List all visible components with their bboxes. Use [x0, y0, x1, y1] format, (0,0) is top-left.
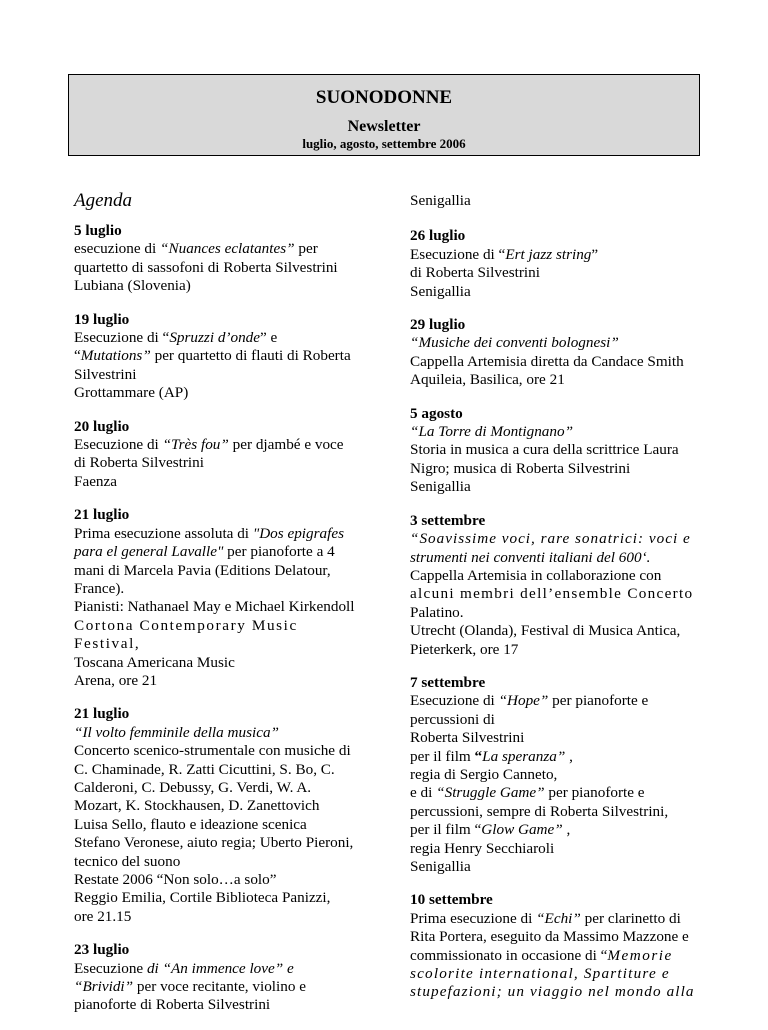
entry-line: di Roberta Silvestrini	[410, 264, 540, 282]
entry-line: Restate 2006 “Non solo…a solo”	[74, 871, 277, 888]
entry-line: quartetto di sassofoni di Roberta Silvestrini	[74, 258, 338, 276]
entry-line: Silvestrini	[74, 365, 137, 383]
agenda-entry	[410, 316, 698, 390]
entry-line: tecnico del suono	[74, 852, 181, 870]
entry-line: Senigallia	[410, 858, 471, 875]
newsletter-title: SUONODONNE	[315, 87, 453, 108]
entry-date: 21 luglio	[74, 506, 130, 524]
entry-date: 21 luglio	[74, 705, 130, 723]
entry-line: Cappella Artemisia diretta da Candace Smith	[410, 352, 684, 370]
entry-line: scolorite international, Spartiture e	[410, 965, 670, 983]
entry-line: Cappella Artemisia in collaborazione con	[410, 566, 662, 584]
entry-line: “Mutations” per quartetto di flauti di Roberta	[74, 347, 351, 365]
agenda-entry	[74, 506, 362, 690]
entry-line: Roberta Silvestrini	[410, 729, 525, 747]
entry-line: percussioni di	[410, 710, 495, 728]
entry-line: di Roberta Silvestrini	[74, 454, 204, 472]
agenda-entry	[74, 311, 362, 403]
entry-date: 5 agosto	[410, 404, 463, 422]
entry-continuation: Senigallia	[410, 192, 471, 209]
agenda-entry	[74, 418, 362, 492]
entry-line: Senigallia	[410, 282, 471, 300]
entry-line: Esecuzione di “Hope” per pianoforte e	[410, 692, 649, 710]
agenda-column-right	[410, 192, 698, 1017]
agenda-column-left	[74, 190, 362, 1030]
entry-line: “Musiche dei conventi bolognesi”	[410, 334, 619, 352]
agenda-entry	[410, 227, 698, 301]
entry-line: Prima esecuzione assoluta di "Dos epigrafes	[74, 524, 344, 542]
entry-line: “Brividi” per voce recitante, violino e	[74, 978, 306, 996]
entry-line: Pieterkerk, ore 17	[410, 640, 519, 658]
entry-line: Esecuzione di “Ert jazz string”	[410, 245, 599, 263]
newsletter-header	[68, 74, 700, 156]
entry-line: Utrecht (Olanda), Festival di Musica Antica,	[410, 622, 681, 640]
entry-line: mani di Marcela Pavia (Editions Delatour,	[74, 561, 331, 579]
entry-line: pianoforte di Roberta Silvestrini	[74, 996, 271, 1014]
entry-date: 3 settembre	[410, 511, 486, 529]
entry-line: Nigro; musica di Roberta Silvestrini	[410, 459, 631, 477]
entry-date: 5 luglio	[74, 222, 122, 239]
entry-line: Rita Portera, eseguito da Massimo Mazzone e	[410, 928, 689, 946]
agenda-entry	[74, 222, 362, 296]
agenda-entry	[410, 512, 698, 659]
newsletter-period: luglio, agosto, settembre 2006	[302, 136, 466, 151]
entry-line: Stefano Veronese, aiuto regia; Uberto Pieroni,	[74, 834, 354, 852]
entry-line: Esecuzione di “Spruzzi d’onde” e	[74, 329, 278, 347]
entry-line: Lubiana (Slovenia)	[74, 277, 191, 295]
agenda-entry	[74, 705, 362, 926]
agenda-entry	[410, 405, 698, 497]
entry-line: esecuzione di “Nuances eclatantes” per	[74, 240, 318, 258]
entry-line: Grottammare (AP)	[74, 384, 189, 402]
entry-line: Calderoni, C. Debussy, G. Verdi, W. A.	[74, 778, 312, 796]
agenda-entry	[410, 891, 698, 1001]
entry-line: Toscana Americana Music	[74, 653, 235, 671]
entry-line: Aquileia, Basilica, ore 21	[410, 371, 565, 389]
entry-line: ore 21.15	[74, 907, 132, 925]
entry-line: “Soavissime voci, rare sonatrici: voci e	[410, 530, 691, 548]
entry-line: per il film “La speranza” ,	[410, 747, 573, 765]
entry-line: C. Chaminade, R. Zatti Cicuttini, S. Bo, C.	[74, 760, 335, 778]
entry-line: e di “Struggle Game” per pianoforte e	[410, 784, 645, 802]
entry-date: 20 luglio	[74, 417, 130, 435]
entry-date: 26 luglio	[410, 227, 466, 245]
entry-date: 7 settembre	[410, 673, 486, 691]
entry-line: Storia in musica a cura della scrittrice Laura	[410, 441, 679, 459]
entry-line: Palatino.	[410, 603, 464, 621]
entry-line: alcuni membri dell’ensemble Concerto	[410, 585, 694, 603]
entry-line: Concerto scenico-strumentale con musiche di	[74, 742, 351, 760]
agenda-heading: Agenda	[74, 190, 133, 211]
entry-line: per il film “Glow Game” ,	[410, 821, 571, 839]
entry-line: France).	[74, 579, 125, 597]
entry-line: “La Torre di Montignano”	[410, 423, 574, 441]
entry-line: stupefazioni; un viaggio nel mondo alla	[410, 983, 695, 1001]
agenda-entry	[410, 674, 698, 876]
entry-line: strumenti nei conventi italiani del 600‘.	[410, 548, 651, 566]
entry-line: Senigallia	[410, 478, 471, 496]
entry-line: percussioni, sempre di Roberta Silvestrini,	[410, 802, 669, 820]
entry-line: regia Henry Secchiaroli	[410, 839, 555, 857]
entry-line: Reggio Emilia, Cortile Biblioteca Panizzi,	[74, 889, 331, 907]
entry-line: Faenza	[74, 472, 118, 490]
agenda-entry	[74, 941, 362, 1015]
entry-line: regia di Sergio Canneto,	[410, 765, 558, 783]
newsletter-subtitle: Newsletter	[347, 118, 421, 135]
entry-line: Arena, ore 21	[74, 671, 158, 689]
entry-line: Cortona Contemporary Music Festival,	[74, 616, 298, 653]
entry-line: Esecuzione di “An immence love” e	[74, 959, 294, 977]
entry-line: Mozart, K. Stockhausen, D. Zanettovich	[74, 797, 320, 815]
entry-line: Pianisti: Nathanael May e Michael Kirkendoll	[74, 598, 355, 616]
entry-line: Prima esecuzione di “Echi” per clarinetto di	[410, 909, 681, 927]
entry-date: 23 luglio	[74, 941, 130, 959]
entry-line: Luisa Sello, flauto e ideazione scenica	[74, 815, 307, 833]
entry-date: 10 settembre	[410, 891, 493, 909]
entry-line: para el general Lavalle" per pianoforte a 4	[74, 543, 335, 561]
entry-line: “Il volto femminile della musica”	[74, 723, 280, 741]
entry-line: commissionato in occasione di “Memorie	[410, 946, 673, 964]
entry-date: 19 luglio	[74, 310, 130, 328]
entry-date: 29 luglio	[410, 316, 466, 334]
entry-line: Esecuzione di “Très fou” per djambé e voce	[74, 436, 344, 454]
